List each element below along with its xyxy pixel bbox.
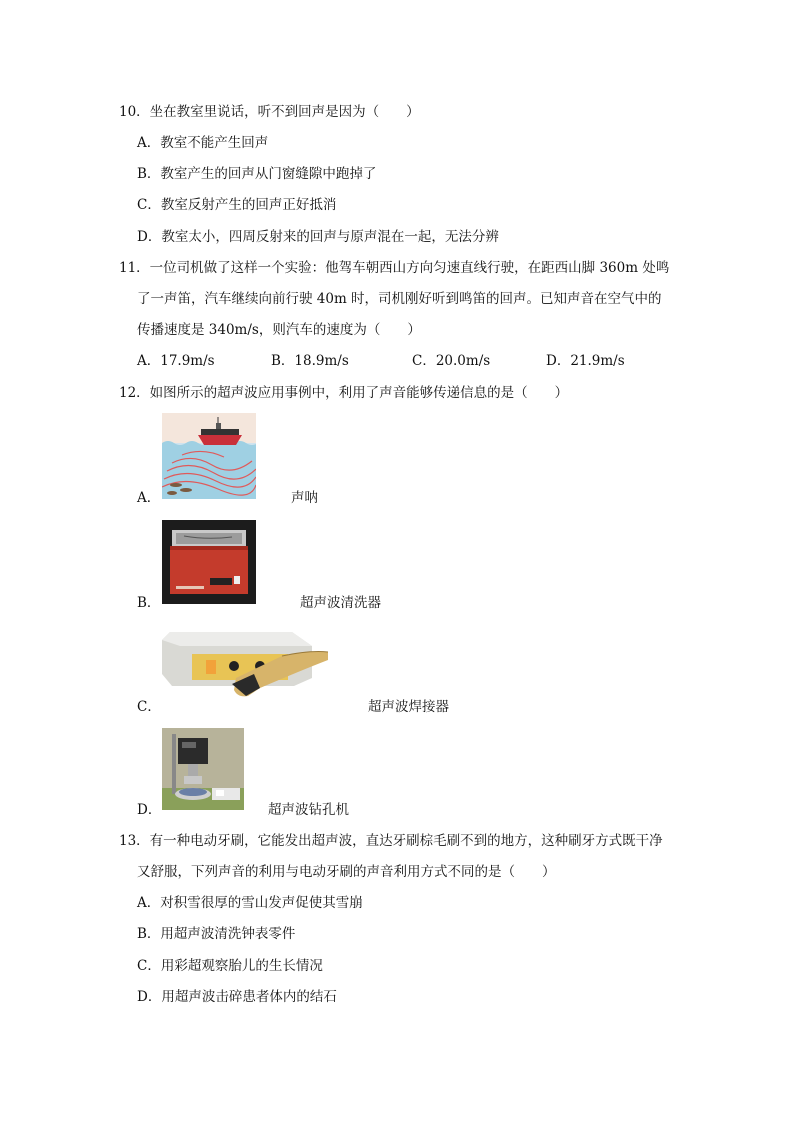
question-11-stem-line1: 11．一位司机做了这样一个实验：他驾车朝西山方向匀速直线行驶，在距西山脚 360m 处鸣 — [119, 260, 670, 276]
q12-option-a-letter: A． — [137, 490, 161, 506]
question-12-stem: 12．如图所示的超声波应用事例中，利用了声音能够传递信息的是（ ） — [119, 385, 569, 401]
question-11-stem-line2: 了一声笛，汽车继续向前行驶 40m 时，司机刚好听到鸣笛的回声。已知声音在空气中的 — [137, 291, 662, 307]
q13-option-d: D．用超声波击碎患者体内的结石 — [137, 989, 337, 1005]
question-13-stem-line1: 13．有一种电动牙刷，它能发出超声波，直达牙刷棕毛刷不到的地方，这种刷牙方式既干净 — [119, 833, 663, 849]
question-10-stem: 10．坐在教室里说话，听不到回声是因为（ ） — [119, 104, 420, 120]
question-13-stem-line2: 又舒服，下列声音的利用与电动牙刷的声音利用方式不同的是（ ） — [137, 864, 556, 880]
q11-option-a: A．17.9m/s — [137, 353, 215, 369]
ultrasonic-drill-image — [162, 728, 244, 810]
ultrasonic-welder-image — [162, 626, 330, 706]
q12-option-a-caption: 声呐 — [291, 490, 318, 506]
question-11-stem-line3: 传播速度是 340m/s，则汽车的速度为（ ） — [137, 322, 421, 338]
ultrasonic-cleaner-image — [162, 520, 256, 604]
q13-option-c: C．用彩超观察胎儿的生长情况 — [137, 958, 323, 974]
q12-option-c-letter: C． — [137, 699, 161, 715]
q13-option-a: A．对积雪很厚的雪山发声促使其雪崩 — [137, 895, 363, 911]
q10-option-a: A．教室不能产生回声 — [137, 135, 269, 151]
q10-option-d: D．教室太小，四周反射来的回声与原声混在一起，无法分辨 — [137, 229, 499, 245]
q10-option-b: B．教室产生的回声从门窗缝隙中跑掉了 — [137, 166, 377, 182]
q11-option-b: B．18.9m/s — [271, 353, 349, 369]
q13-option-b: B．用超声波清洗钟表零件 — [137, 926, 296, 942]
q12-option-d-caption: 超声波钻孔机 — [268, 802, 349, 818]
q12-option-b-letter: B． — [137, 595, 161, 611]
q11-option-d: D．21.9m/s — [546, 353, 625, 369]
q12-option-c-caption: 超声波焊接器 — [368, 699, 449, 715]
q12-option-b-caption: 超声波清洗器 — [300, 595, 381, 611]
q10-option-c: C．教室反射产生的回声正好抵消 — [137, 197, 337, 213]
q11-option-c: C．20.0m/s — [412, 353, 491, 369]
sonar-image — [162, 413, 256, 499]
q12-option-d-letter: D． — [137, 802, 162, 818]
